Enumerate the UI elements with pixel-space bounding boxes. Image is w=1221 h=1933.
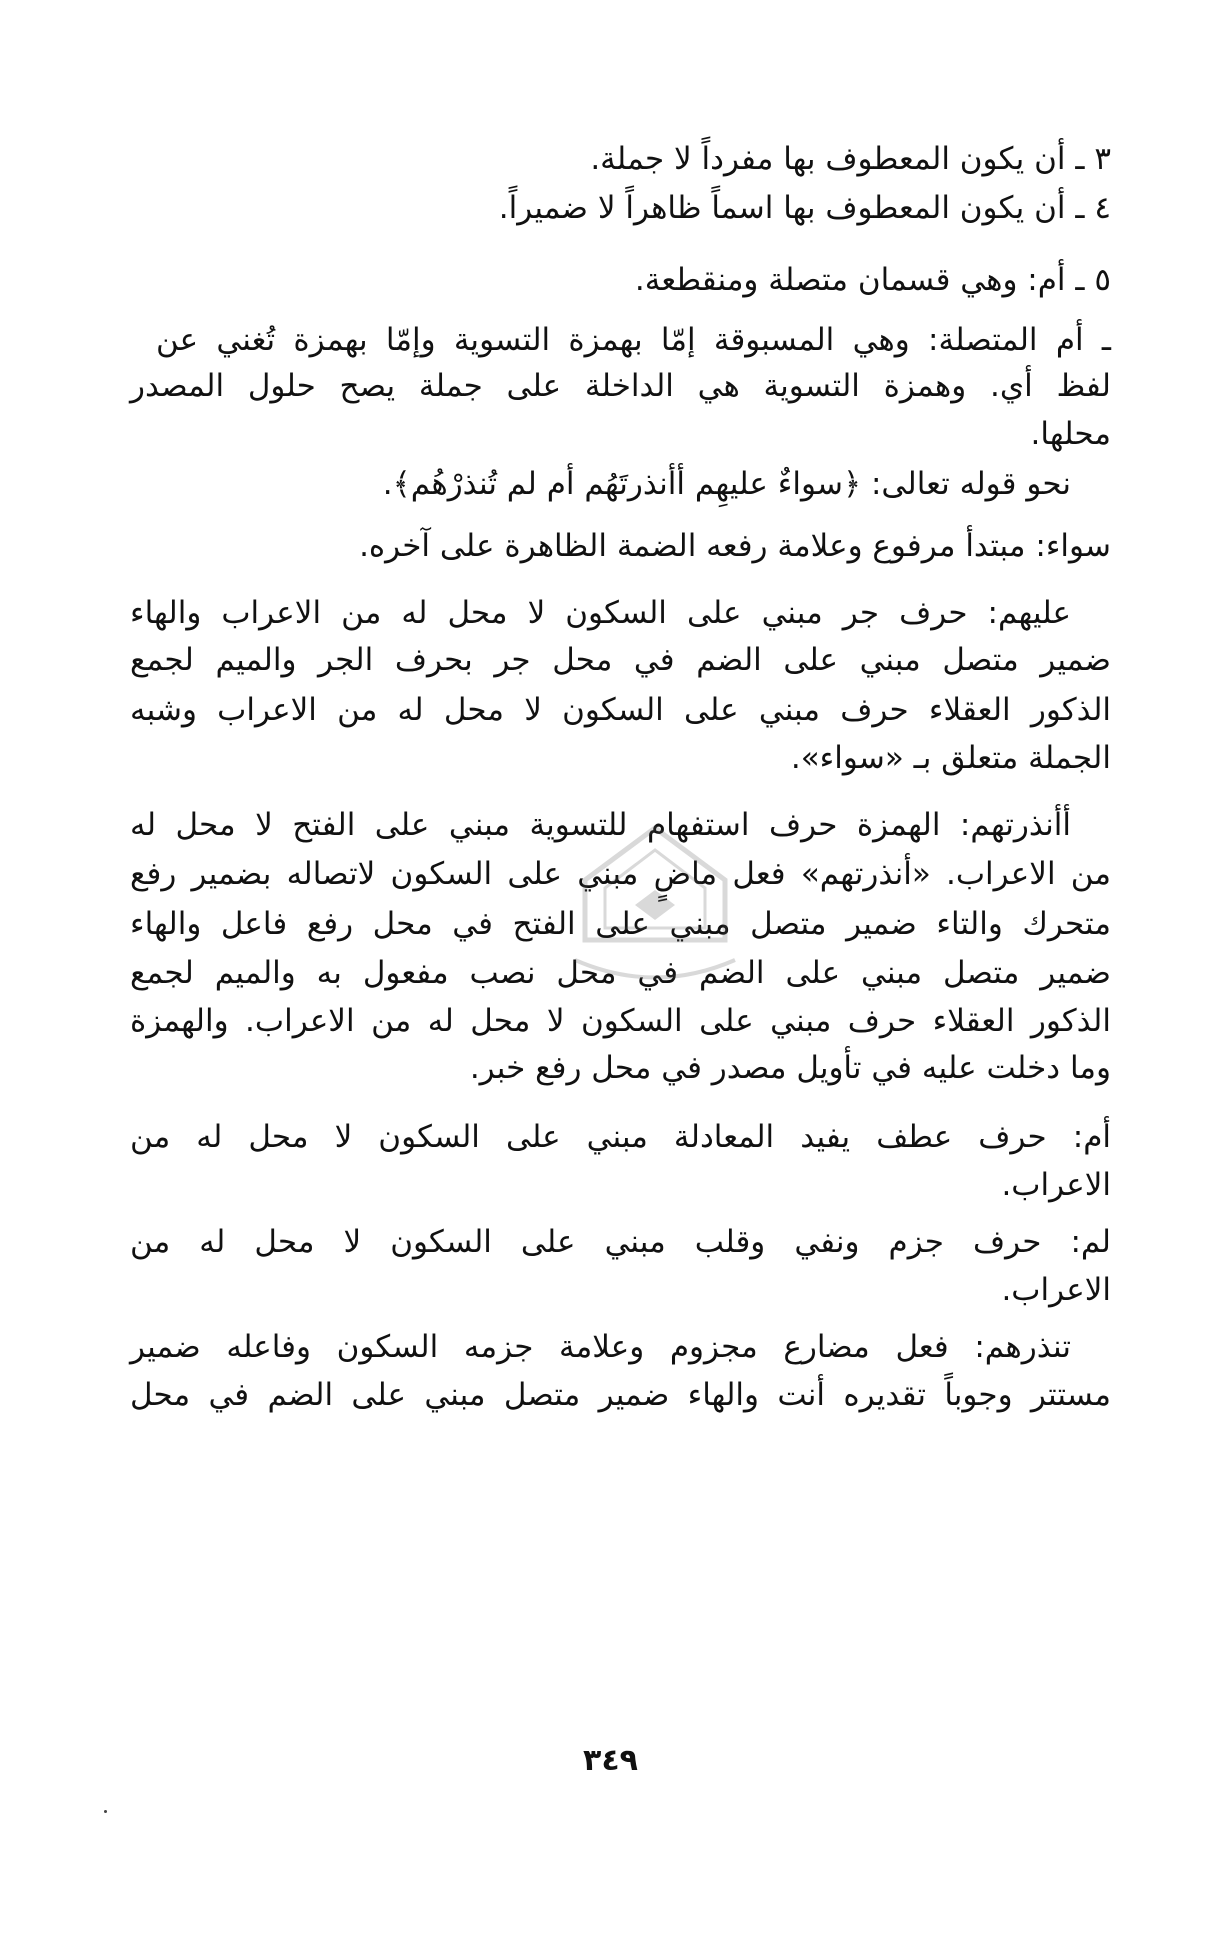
parsing-entry-sawa: سواء: مبتدأ مرفوع وعلامة رفعه الضمة الظاهرة على آخره. [359, 528, 1111, 564]
page-number: ٣٤٩ [583, 1743, 638, 1778]
paragraph-line: متحرك والتاء ضمير متصل مبني على الفتح في محل رفع فاعل والهاء [130, 906, 1111, 942]
quran-example: نحو قوله تعالى: ﴿سواءٌ عليهِم أأنذرتَهُم أم لم تُنذرْهُم﴾. [382, 466, 1071, 502]
scan-speck [104, 1810, 107, 1813]
paragraph-line: من الاعراب. «أنذرتهم» فعل ماضٍ مبني على السكون لاتصاله بضمير رفع [130, 856, 1111, 892]
paragraph-line: مستتر وجوباً تقديره أنت والهاء ضمير متصل مبني على الضم في محل [130, 1377, 1111, 1413]
parsing-entry-alayhim: عليهم: حرف جر مبني على السكون لا محل له من الاعراب والهاء [130, 595, 1071, 631]
paragraph-line: ضمير متصل مبني على الضم في محل نصب مفعول به والميم لجمع [130, 955, 1111, 991]
list-item-4: ٤ ـ أن يكون المعطوف بها اسماً ظاهراً لا ضميراً. [498, 190, 1111, 226]
library-watermark-icon [555, 820, 755, 1000]
parsing-entry-aandhartahum: أأنذرتهم: الهمزة حرف استفهام للتسوية مبني على الفتح لا محل له [130, 807, 1071, 843]
paragraph-line: محلها. [1030, 416, 1111, 452]
parsing-entry-tundhirhum: تنذرهم: فعل مضارع مجزوم وعلامة جزمه السكون وفاعله ضمير [130, 1329, 1071, 1365]
paragraph-line: الذكور العقلاء حرف مبني على السكون لا محل له من الاعراب وشبه [130, 692, 1111, 728]
parsing-entry-am: أم: حرف عطف يفيد المعادلة مبني على السكون لا محل له من [130, 1119, 1111, 1155]
parsing-entry-lam: لم: حرف جزم ونفي وقلب مبني على السكون لا محل له من [130, 1224, 1111, 1260]
paragraph-line: وما دخلت عليه في تأويل مصدر في محل رفع خبر. [469, 1050, 1111, 1086]
paragraph-line: الذكور العقلاء حرف مبني على السكون لا محل له من الاعراب. والهمزة [130, 1003, 1111, 1039]
paragraph-line: الاعراب. [1001, 1167, 1111, 1203]
paragraph-line: ـ أم المتصلة: وهي المسبوقة إمّا بهمزة التسوية وإمّا بهمزة تُغني عن [156, 322, 1111, 358]
paragraph-line: لفظ أي. وهمزة التسوية هي الداخلة على جملة يصح حلول المصدر [130, 368, 1111, 404]
list-item-5: ٥ ـ أم: وهي قسمان متصلة ومنقطعة. [634, 262, 1111, 298]
paragraph-line: الجملة متعلق بـ «سواء». [790, 740, 1111, 776]
list-item-3: ٣ ـ أن يكون المعطوف بها مفرداً لا جملة. [590, 141, 1111, 177]
paragraph-line: الاعراب. [1001, 1272, 1111, 1308]
paragraph-line: ضمير متصل مبني على الضم في محل جر بحرف الجر والميم لجمع [130, 642, 1111, 678]
